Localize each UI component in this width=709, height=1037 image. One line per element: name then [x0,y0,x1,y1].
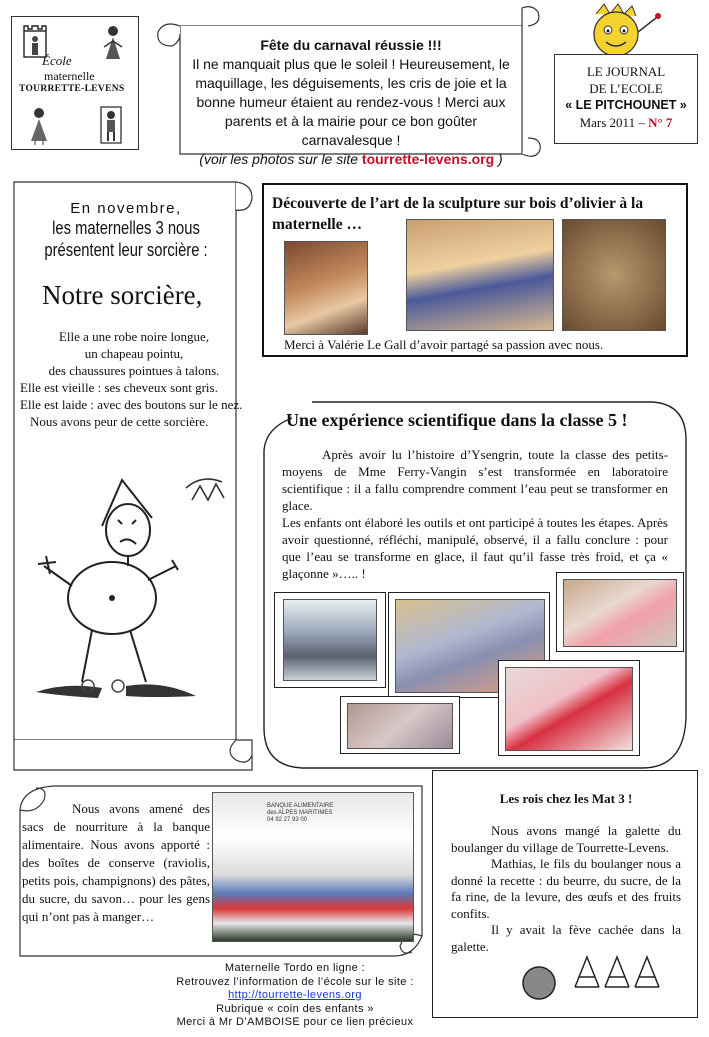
sculpture-photo-2 [406,219,554,331]
witch-intro3: présentent leur sorcière : [44,240,208,260]
carnival-title: Fête du carnaval réussie !!! [260,37,442,53]
logo-line3: TOURRETTE-LEVENS [19,84,125,94]
footer-line4: Merci à Mr D’AMBOISE pour ce lien précieux [176,1016,414,1028]
pitchounet-mascot [574,2,664,60]
masthead-line1: LE JOURNAL [586,64,666,79]
science-para2: Les enfants ont élaboré les outils et ont participé à toutes les étapes. Après avoir questionné, réfléchi, manipulé, observé, il a fallu conclure : pour que l’eau se transforme en glace, il faut qu’il fasse très froid, et ça « glaçonne »….. ! [282,515,668,581]
food-bank-photo [212,792,414,942]
science-photo-4 [347,703,453,749]
kings-para3: Il y avait la fève cachée dans la galette. [451,922,681,954]
witch-drawing [26,470,250,720]
science-photo-frame-4 [340,696,460,754]
kings-title: Les rois chez les Mat 3 ! [499,791,633,806]
footer-line1: Maternelle Tordo en ligne : [224,962,366,974]
science-photo-1 [283,599,377,681]
science-photo-frame-5 [498,660,640,756]
van-logo-text [267,803,333,824]
masthead-date-line [555,114,697,131]
witch-line-6: Nous avons peur de cette sorcière. [30,414,209,429]
science-para1: Après avoir lu l’histoire d’Ysengrin, toute la classe des petits-moyens de Mme Ferry-Vangin s’est transformée en laboratoire scientifique : il a fallu comprendre comment l’eau peut se transformer en glace. [282,447,668,513]
masthead-number: N° 7 [648,115,673,130]
kings-box [432,770,698,1018]
masthead [554,54,698,144]
girl-icon [26,105,52,145]
science-photo-5 [505,667,633,751]
witch-line-2: un chapeau pointu, [84,346,184,361]
witch-line-5: Elle est laide : avec des boutons sur le nez. [20,397,243,412]
food-bank-scroll [14,780,426,962]
witch-line-4: Elle est vieille : ses cheveux sont gris. [20,380,218,395]
sculpture-box [262,183,688,357]
van-text-1: BANQUE ALIMENTAIRE [267,803,334,809]
carnival-photos-suffix: ) [494,151,503,167]
kings-para2: Mathias, le fils du boulanger nous a donné la recette : du beurre, du sucre, de la fa rine, de la levure, des œufs et des fruits confits. [451,856,681,921]
sculpture-photo-3 [562,219,666,331]
sculpture-caption: Merci à Valérie Le Gall d’avoir partagé sa passion avec nous. [284,337,604,352]
footer [120,962,470,1030]
witch-line-3: des chaussures pointues à talons. [48,363,220,378]
girl-icon [100,23,126,61]
sculpture-photo-1 [284,241,368,335]
witch-intro1: En novembre, [70,200,182,217]
witch-scroll [12,180,256,774]
masthead-line2: DE L’ECOLE [589,81,663,96]
footer-link[interactable]: http://tourrette-levens.org [228,989,362,1001]
science-photo-frame-3 [556,572,684,652]
masthead-line3: « LE PITCHOUNET » [565,98,687,112]
school-logo [11,16,139,150]
food-bank-text: Nous avons amené des sacs de nourriture à la banque alimentaire. Nous avons apporté : des boîtes de conserve (raviolis, petits pois, champignons) des pâtes, du sucre, du savon… pour les gens qui n’ont pas à manger… [22,801,210,924]
carnival-photos-note [186,150,516,169]
logo-line2: maternelle [44,69,95,83]
sculpture-title: Découverte de l’art de la sculpture sur bois d’olivier à la maternelle … [272,195,644,233]
witch-line-1: Elle a une robe noire longue, [58,329,210,344]
witch-intro2: les maternelles 3 nous [52,218,200,238]
masthead-date: Mars 2011 – [579,115,649,130]
science-photo-3 [563,579,677,647]
footer-line3: Rubrique « coin des enfants » [216,1002,374,1015]
science-title: Une expérience scientifique dans la classe 5 ! [286,410,628,430]
witch-title: Notre sorcière, [42,280,203,310]
carnival-photos-link[interactable]: tourrette-levens.org [361,151,495,167]
van-phone: 04 92 27 93 00 [267,817,308,823]
boy-icon [98,105,124,145]
carnival-scroll [150,2,545,167]
galette-drawing [519,953,669,1003]
footer-line2: Retrouvez l’information de l’école sur le site : [176,975,414,988]
science-photo-frame-1 [274,592,386,688]
van-text-2: des ALPES MARITIMES [267,810,333,816]
logo-line1: École [42,53,72,68]
carnival-body: Il ne manquait plus que le soleil ! Heureusement, le maquillage, les déguisements, les cris de joie et la bonne humeur étaient au rendez-vous ! Merci aux parents et à la mairie pour ce bon goûter carnavalesque ! [192,56,510,148]
carnival-photos-prefix: (voir les photos sur le site [199,151,362,167]
kings-para1: Nous avons mangé la galette du boulanger du village de Tourrette-Levens. [451,823,681,855]
